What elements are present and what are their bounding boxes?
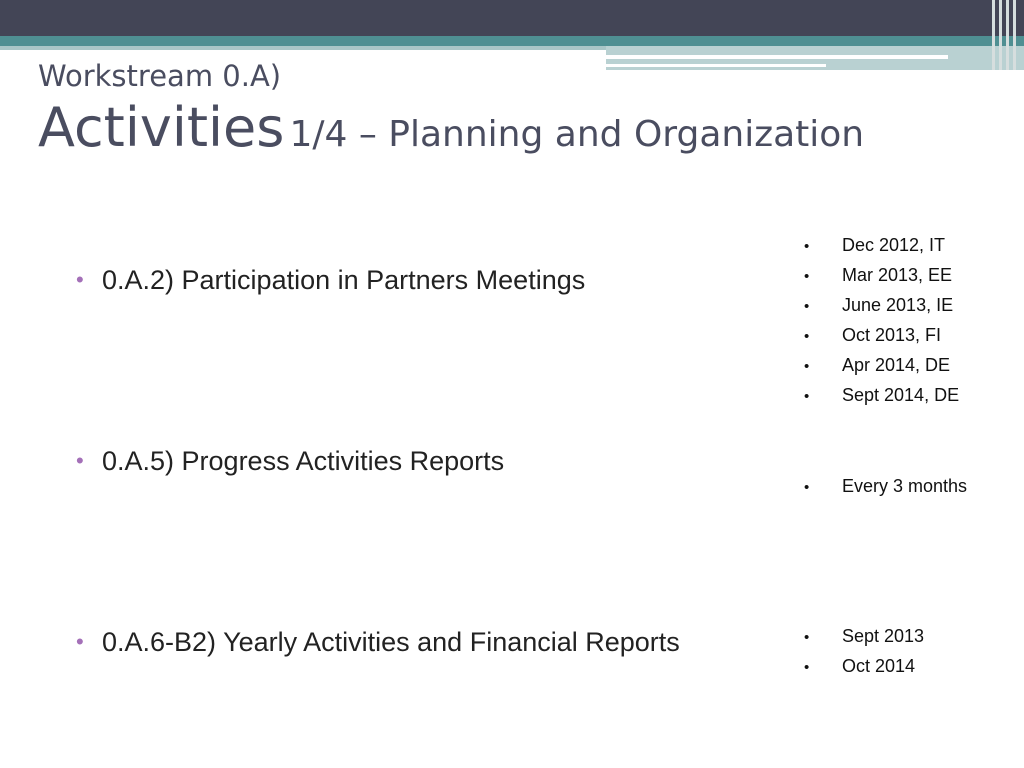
detail-text: June 2013, IE (842, 295, 954, 315)
detail-item (804, 380, 959, 410)
bullet-icon: • (76, 629, 84, 654)
header-stripe (1013, 0, 1016, 70)
header-dark-band (0, 0, 1024, 36)
bullet-icon: • (804, 298, 810, 315)
detail-list (804, 230, 959, 410)
detail-list (804, 621, 924, 681)
detail-item (804, 260, 959, 290)
detail-item (804, 320, 959, 350)
list-item (76, 446, 504, 477)
bullet-icon: • (804, 358, 810, 375)
bullet-icon: • (804, 268, 810, 285)
detail-text: Sept 2014, DE (842, 385, 960, 405)
detail-item (804, 230, 959, 260)
detail-item (804, 621, 924, 651)
bullet-icon: • (804, 479, 810, 496)
item-label: 0.A.5) Progress Activities Reports (102, 446, 505, 476)
bullet-icon: • (804, 388, 810, 405)
bullet-icon: • (76, 267, 84, 292)
item-label: 0.A.6-B2) Yearly Activities and Financial Reports (102, 627, 680, 657)
detail-text: Apr 2014, DE (842, 355, 951, 375)
item-label: 0.A.2) Participation in Partners Meetings (102, 265, 586, 295)
bullet-icon: • (804, 659, 810, 676)
bullet-icon: • (804, 238, 810, 255)
detail-item (804, 651, 924, 681)
title-heading (38, 96, 864, 173)
header-stripe (999, 0, 1002, 70)
title-main: Activities (38, 96, 285, 159)
header-stripe (992, 0, 995, 70)
detail-text: Oct 2013, FI (842, 325, 942, 345)
detail-item (804, 471, 967, 501)
slide-title (38, 56, 864, 173)
bullet-icon: • (804, 328, 810, 345)
title-workstream: Workstream 0.A) (38, 59, 282, 93)
detail-text: Every 3 months (842, 476, 968, 496)
header-stripe (1006, 0, 1009, 70)
detail-text: Sept 2013 (842, 626, 925, 646)
list-item (76, 627, 680, 658)
bullet-icon: • (76, 448, 84, 473)
detail-item (804, 290, 959, 320)
detail-list (804, 471, 967, 501)
list-item (76, 265, 585, 296)
detail-text: Mar 2013, EE (842, 265, 953, 285)
header-teal-band (0, 36, 1024, 46)
bullet-icon: • (804, 629, 810, 646)
detail-text: Dec 2012, IT (842, 235, 946, 255)
title-subtitle: 1/4 – Planning and Organization (289, 114, 865, 155)
detail-text: Oct 2014 (842, 656, 916, 676)
detail-item (804, 350, 959, 380)
